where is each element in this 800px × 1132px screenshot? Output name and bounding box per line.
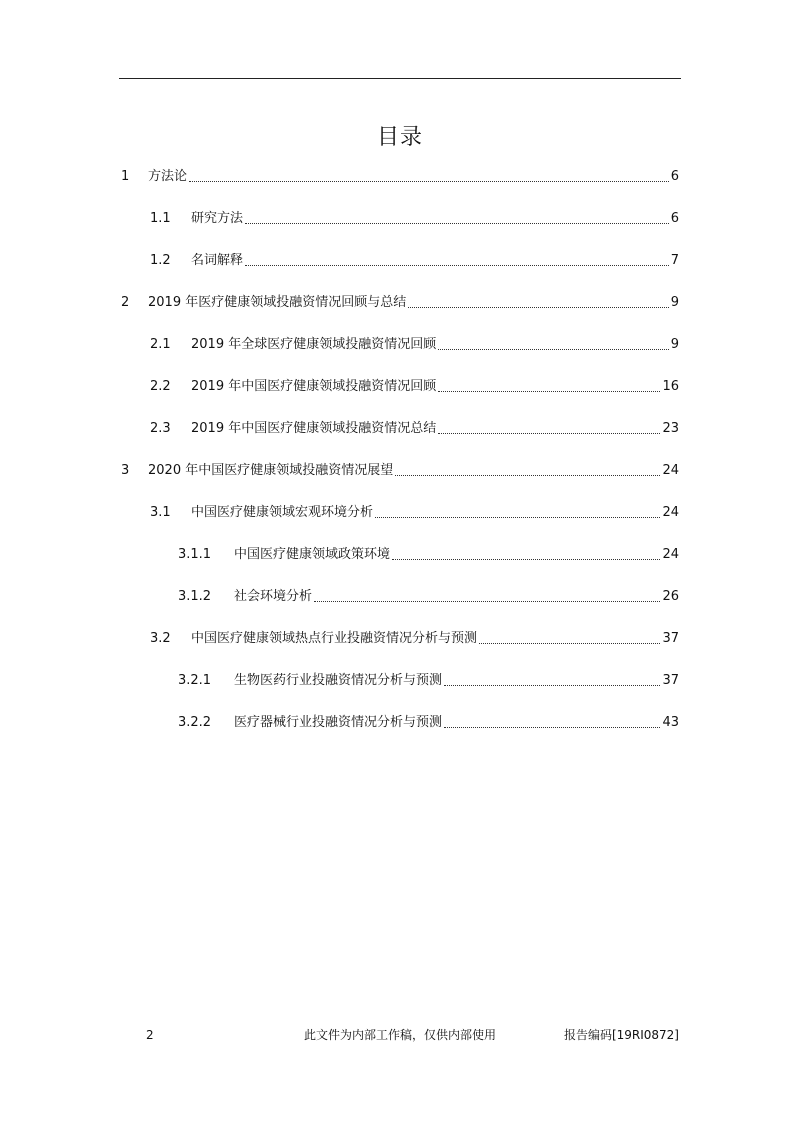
- toc-entry-page: 7: [670, 253, 679, 268]
- toc-entry[interactable]: [178, 588, 679, 606]
- toc-entry-page: 9: [670, 295, 679, 310]
- dot-leader: [438, 390, 660, 392]
- toc-entry[interactable]: [150, 210, 679, 228]
- dot-leader: [438, 432, 660, 434]
- toc-entry-page: 37: [662, 631, 679, 646]
- toc-entry-number: 3: [121, 463, 130, 478]
- toc-entry[interactable]: [121, 294, 679, 312]
- toc-entry-number: 1: [121, 169, 130, 184]
- toc-entry[interactable]: [150, 420, 679, 438]
- toc-entry-number: 3.2.2: [178, 715, 212, 730]
- toc-entry[interactable]: [150, 336, 679, 354]
- toc-entry-title: 2019 年医疗健康领域投融资情况回顾与总结: [148, 295, 407, 310]
- dot-leader: [245, 264, 669, 266]
- toc-entry-number: 1.2: [150, 253, 171, 268]
- toc-entry-page: 24: [662, 505, 679, 520]
- toc-entry-title: 医疗器械行业投融资情况分析与预测: [234, 715, 443, 730]
- toc-entry-number: 2.2: [150, 379, 171, 394]
- toc-entry-title: 名词解释: [191, 253, 244, 268]
- toc-entry-number: 3.1.2: [178, 589, 212, 604]
- toc-entry-number: 3.1.1: [178, 547, 212, 562]
- toc-entry-page: 43: [662, 715, 679, 730]
- toc-entry-page: 23: [662, 421, 679, 436]
- dot-leader: [189, 180, 669, 182]
- toc-entry[interactable]: [150, 378, 679, 396]
- toc-entry-title: 中国医疗健康领域热点行业投融资情况分析与预测: [191, 631, 478, 646]
- dot-leader: [314, 600, 660, 602]
- toc-entry-number: 3.1: [150, 505, 171, 520]
- toc-entry-number: 2.1: [150, 337, 171, 352]
- toc-entry-page: 26: [662, 589, 679, 604]
- toc-entry-title: 中国医疗健康领域政策环境: [234, 547, 391, 562]
- dot-leader: [408, 306, 669, 308]
- toc-entry-number: 3.2.1: [178, 673, 212, 688]
- dot-leader: [479, 642, 660, 644]
- toc-entry-page: 6: [670, 169, 679, 184]
- toc-entry-title: 研究方法: [191, 211, 244, 226]
- toc-entry-title: 2019 年中国医疗健康领域投融资情况回顾: [191, 379, 437, 394]
- toc-entry-number: 3.2: [150, 631, 171, 646]
- toc-entry-number: 2: [121, 295, 130, 310]
- dot-leader: [395, 474, 660, 476]
- toc-entry-page: 24: [662, 547, 679, 562]
- dot-leader: [444, 726, 660, 728]
- footer-report-code: 报告编码[19RI0872]: [563, 1028, 679, 1042]
- toc-entry[interactable]: [150, 504, 679, 522]
- dot-leader: [438, 348, 669, 350]
- footer-page-number: 2: [146, 1028, 154, 1042]
- toc-entry-title: 社会环境分析: [234, 589, 313, 604]
- toc-entry-number: 2.3: [150, 421, 171, 436]
- toc-entry-page: 9: [670, 337, 679, 352]
- footer-confidential-note: 此文件为内部工作稿，仅供内部使用: [303, 1028, 496, 1042]
- dot-leader: [375, 516, 660, 518]
- toc-entry[interactable]: [178, 546, 679, 564]
- toc-entry-number: 1.1: [150, 211, 171, 226]
- toc-entry-title: 2020 年中国医疗健康领域投融资情况展望: [148, 463, 394, 478]
- toc-entry-title: 2019 年中国医疗健康领域投融资情况总结: [191, 421, 437, 436]
- dot-leader: [392, 558, 660, 560]
- toc-entry-title: 中国医疗健康领域宏观环境分析: [191, 505, 374, 520]
- toc-entry[interactable]: [178, 672, 679, 690]
- toc-entry[interactable]: [150, 630, 679, 648]
- toc-entry-page: 6: [670, 211, 679, 226]
- toc-entry-page: 16: [662, 379, 679, 394]
- toc-entry[interactable]: [150, 252, 679, 270]
- dot-leader: [245, 222, 669, 224]
- toc-entry[interactable]: [121, 462, 679, 480]
- page-title: 目录: [376, 125, 423, 150]
- toc-entry-page: 37: [662, 673, 679, 688]
- dot-leader: [444, 684, 660, 686]
- toc-entry-page: 24: [662, 463, 679, 478]
- toc-entry-title: 方法论: [148, 169, 188, 184]
- toc-entry[interactable]: [178, 714, 679, 732]
- toc-entry[interactable]: [121, 168, 679, 186]
- toc-entry-title: 生物医药行业投融资情况分析与预测: [234, 673, 443, 688]
- toc-entry-title: 2019 年全球医疗健康领域投融资情况回顾: [191, 337, 437, 352]
